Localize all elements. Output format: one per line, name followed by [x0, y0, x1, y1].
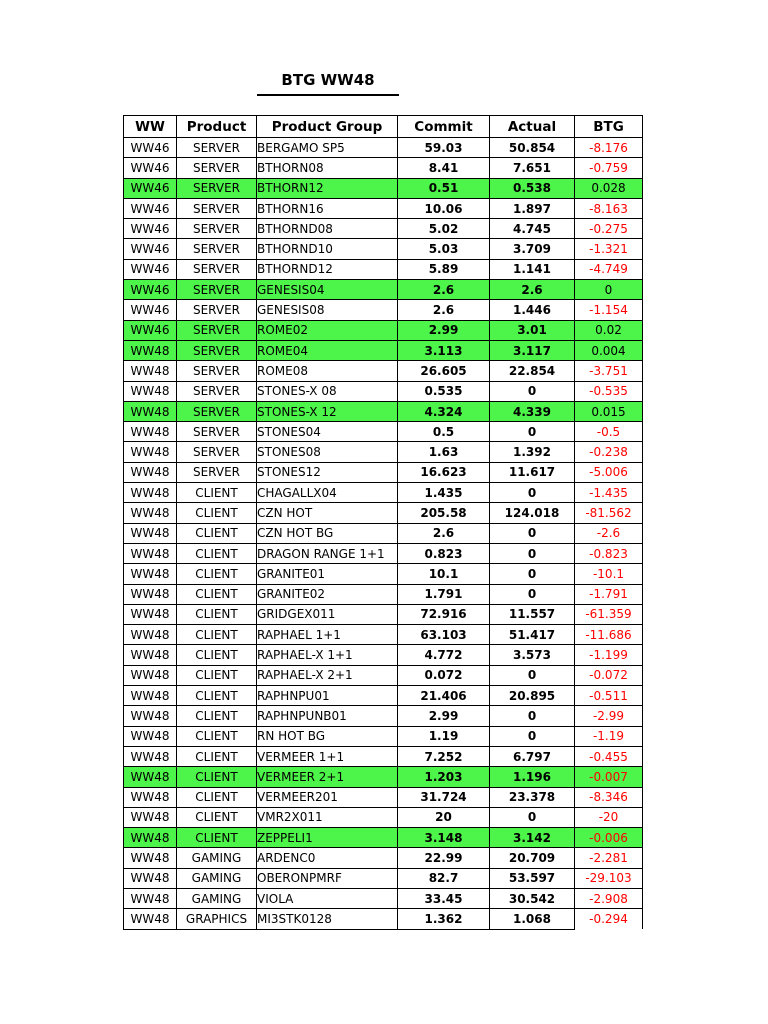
- cell-product-group: STONES-X 08: [257, 381, 398, 401]
- cell-product-group: VIOLA: [257, 888, 398, 908]
- cell-btg: -81.562: [575, 503, 643, 523]
- cell-ww: WW48: [124, 442, 177, 462]
- cell-product: CLIENT: [177, 787, 257, 807]
- cell-product: CLIENT: [177, 645, 257, 665]
- cell-btg: -2.99: [575, 706, 643, 726]
- cell-actual: 3.709: [490, 239, 575, 259]
- cell-commit: 5.03: [398, 239, 490, 259]
- cell-actual: 3.01: [490, 320, 575, 340]
- table-row: [124, 178, 643, 198]
- table-row: [124, 259, 643, 279]
- cell-btg: -5.006: [575, 462, 643, 482]
- cell-btg: -3.751: [575, 361, 643, 381]
- table-row: [124, 320, 643, 340]
- cell-product: CLIENT: [177, 665, 257, 685]
- cell-ww: WW48: [124, 401, 177, 421]
- cell-ww: WW48: [124, 503, 177, 523]
- cell-commit: 3.148: [398, 828, 490, 848]
- cell-product: CLIENT: [177, 767, 257, 787]
- cell-btg: -0.275: [575, 219, 643, 239]
- cell-ww: WW48: [124, 767, 177, 787]
- table-row: [124, 401, 643, 421]
- cell-ww: WW46: [124, 320, 177, 340]
- cell-product-group: BERGAMO SP5: [257, 138, 398, 158]
- cell-product: SERVER: [177, 178, 257, 198]
- cell-product-group: CZN HOT: [257, 503, 398, 523]
- cell-product-group: RAPHAEL-X 1+1: [257, 645, 398, 665]
- cell-actual: 0: [490, 726, 575, 746]
- cell-commit: 72.916: [398, 604, 490, 624]
- cell-product: SERVER: [177, 462, 257, 482]
- cell-product: SERVER: [177, 422, 257, 442]
- cell-ww: WW48: [124, 868, 177, 888]
- cell-product: SERVER: [177, 401, 257, 421]
- table-row: [124, 584, 643, 604]
- cell-product-group: DRAGON RANGE 1+1: [257, 543, 398, 563]
- cell-btg: -2.6: [575, 523, 643, 543]
- cell-commit: 21.406: [398, 686, 490, 706]
- cell-btg: -8.163: [575, 198, 643, 218]
- cell-ww: WW48: [124, 340, 177, 360]
- cell-btg: -29.103: [575, 868, 643, 888]
- cell-product-group: MI3STK0128: [257, 909, 398, 929]
- cell-ww: WW48: [124, 665, 177, 685]
- cell-commit: 2.99: [398, 320, 490, 340]
- cell-actual: 0: [490, 706, 575, 726]
- cell-ww: WW48: [124, 523, 177, 543]
- cell-product-group: BTHORND12: [257, 259, 398, 279]
- cell-product-group: RAPHNPU01: [257, 686, 398, 706]
- cell-commit: 0.535: [398, 381, 490, 401]
- cell-ww: WW48: [124, 422, 177, 442]
- cell-btg: 0.004: [575, 340, 643, 360]
- cell-product-group: ROME08: [257, 361, 398, 381]
- table-row: [124, 665, 643, 685]
- cell-commit: 0.072: [398, 665, 490, 685]
- table-row: [124, 787, 643, 807]
- cell-product: CLIENT: [177, 503, 257, 523]
- cell-actual: 0: [490, 422, 575, 442]
- cell-product: CLIENT: [177, 746, 257, 766]
- cell-actual: 51.417: [490, 625, 575, 645]
- table-row: [124, 909, 643, 929]
- cell-actual: 0: [490, 807, 575, 827]
- cell-actual: 1.196: [490, 767, 575, 787]
- cell-commit: 7.252: [398, 746, 490, 766]
- cell-product-group: GRANITE01: [257, 564, 398, 584]
- cell-product: CLIENT: [177, 523, 257, 543]
- cell-commit: 59.03: [398, 138, 490, 158]
- cell-ww: WW46: [124, 178, 177, 198]
- cell-product-group: ROME04: [257, 340, 398, 360]
- cell-product-group: RN HOT BG: [257, 726, 398, 746]
- cell-ww: WW48: [124, 706, 177, 726]
- table-row: [124, 543, 643, 563]
- cell-product-group: VERMEER201: [257, 787, 398, 807]
- cell-ww: WW46: [124, 280, 177, 300]
- cell-commit: 33.45: [398, 888, 490, 908]
- cell-ww: WW46: [124, 259, 177, 279]
- cell-actual: 1.446: [490, 300, 575, 320]
- cell-commit: 0.51: [398, 178, 490, 198]
- table-row: [124, 361, 643, 381]
- cell-btg: -8.176: [575, 138, 643, 158]
- cell-product-group: ROME02: [257, 320, 398, 340]
- table-row: [124, 645, 643, 665]
- cell-ww: WW48: [124, 361, 177, 381]
- table-row: [124, 746, 643, 766]
- cell-actual: 3.117: [490, 340, 575, 360]
- cell-btg: 0.015: [575, 401, 643, 421]
- cell-ww: WW46: [124, 158, 177, 178]
- cell-commit: 4.772: [398, 645, 490, 665]
- cell-ww: WW46: [124, 239, 177, 259]
- cell-actual: 11.617: [490, 462, 575, 482]
- cell-btg: 0.028: [575, 178, 643, 198]
- btg-table: [123, 115, 643, 930]
- cell-commit: 0.5: [398, 422, 490, 442]
- cell-product: CLIENT: [177, 584, 257, 604]
- cell-product: GAMING: [177, 888, 257, 908]
- cell-product-group: STONES-X 12: [257, 401, 398, 421]
- cell-product: SERVER: [177, 219, 257, 239]
- cell-ww: WW48: [124, 604, 177, 624]
- table-row: [124, 604, 643, 624]
- table-row: [124, 198, 643, 218]
- cell-commit: 1.63: [398, 442, 490, 462]
- cell-product: CLIENT: [177, 483, 257, 503]
- table-row: [124, 767, 643, 787]
- cell-commit: 10.06: [398, 198, 490, 218]
- cell-product-group: CZN HOT BG: [257, 523, 398, 543]
- header-product-group: Product Group: [257, 116, 398, 138]
- cell-commit: 31.724: [398, 787, 490, 807]
- cell-ww: WW48: [124, 746, 177, 766]
- cell-commit: 2.99: [398, 706, 490, 726]
- cell-ww: WW48: [124, 807, 177, 827]
- cell-btg: -1.19: [575, 726, 643, 746]
- cell-product: SERVER: [177, 361, 257, 381]
- table-row: [124, 239, 643, 259]
- cell-commit: 4.324: [398, 401, 490, 421]
- cell-btg: 0.02: [575, 320, 643, 340]
- table-row: [124, 807, 643, 827]
- cell-product-group: VMR2X011: [257, 807, 398, 827]
- cell-ww: WW48: [124, 848, 177, 868]
- table-row: [124, 564, 643, 584]
- cell-btg: -2.908: [575, 888, 643, 908]
- cell-actual: 20.895: [490, 686, 575, 706]
- table-row: [124, 523, 643, 543]
- cell-product-group: CHAGALLX04: [257, 483, 398, 503]
- cell-product: CLIENT: [177, 604, 257, 624]
- cell-commit: 20: [398, 807, 490, 827]
- cell-ww: WW48: [124, 909, 177, 929]
- table-row: [124, 706, 643, 726]
- cell-actual: 0: [490, 665, 575, 685]
- report-title: BTG WW48: [257, 71, 399, 96]
- cell-btg: -2.281: [575, 848, 643, 868]
- cell-commit: 5.89: [398, 259, 490, 279]
- cell-btg: -4.749: [575, 259, 643, 279]
- cell-ww: WW48: [124, 584, 177, 604]
- table-row: [124, 848, 643, 868]
- cell-commit: 1.19: [398, 726, 490, 746]
- cell-commit: 82.7: [398, 868, 490, 888]
- cell-product-group: GENESIS08: [257, 300, 398, 320]
- cell-btg: 0: [575, 280, 643, 300]
- table-row: [124, 340, 643, 360]
- cell-btg: -0.511: [575, 686, 643, 706]
- cell-product: SERVER: [177, 259, 257, 279]
- cell-actual: 22.854: [490, 361, 575, 381]
- cell-product-group: ZEPPELI1: [257, 828, 398, 848]
- cell-ww: WW46: [124, 219, 177, 239]
- cell-actual: 7.651: [490, 158, 575, 178]
- cell-product-group: VERMEER 1+1: [257, 746, 398, 766]
- cell-btg: -1.435: [575, 483, 643, 503]
- cell-commit: 26.605: [398, 361, 490, 381]
- cell-product-group: BTHORND08: [257, 219, 398, 239]
- cell-commit: 0.823: [398, 543, 490, 563]
- cell-ww: WW48: [124, 483, 177, 503]
- cell-commit: 22.99: [398, 848, 490, 868]
- cell-actual: 1.068: [490, 909, 575, 929]
- table-row: [124, 868, 643, 888]
- cell-btg: -1.199: [575, 645, 643, 665]
- cell-ww: WW48: [124, 828, 177, 848]
- cell-actual: 1.141: [490, 259, 575, 279]
- cell-product-group: GRIDGEX011: [257, 604, 398, 624]
- cell-actual: 53.597: [490, 868, 575, 888]
- cell-actual: 0: [490, 543, 575, 563]
- cell-commit: 3.113: [398, 340, 490, 360]
- table-row: [124, 219, 643, 239]
- cell-btg: -0.5: [575, 422, 643, 442]
- cell-actual: 0: [490, 381, 575, 401]
- cell-ww: WW48: [124, 381, 177, 401]
- cell-commit: 1.791: [398, 584, 490, 604]
- table-row: [124, 422, 643, 442]
- header-btg: BTG: [575, 116, 643, 138]
- cell-btg: -1.791: [575, 584, 643, 604]
- cell-btg: -0.823: [575, 543, 643, 563]
- cell-ww: WW48: [124, 564, 177, 584]
- cell-btg: -0.294: [575, 909, 643, 929]
- header-commit: Commit: [398, 116, 490, 138]
- cell-product: SERVER: [177, 198, 257, 218]
- cell-product: GAMING: [177, 848, 257, 868]
- cell-product: CLIENT: [177, 625, 257, 645]
- cell-btg: -0.238: [575, 442, 643, 462]
- cell-actual: 3.142: [490, 828, 575, 848]
- cell-product-group: ARDENC0: [257, 848, 398, 868]
- cell-product-group: BTHORN12: [257, 178, 398, 198]
- table-row: [124, 503, 643, 523]
- cell-product-group: VERMEER 2+1: [257, 767, 398, 787]
- cell-btg: -20: [575, 807, 643, 827]
- cell-product: SERVER: [177, 239, 257, 259]
- cell-commit: 1.435: [398, 483, 490, 503]
- cell-product-group: STONES08: [257, 442, 398, 462]
- cell-product: SERVER: [177, 320, 257, 340]
- cell-product: CLIENT: [177, 564, 257, 584]
- cell-commit: 1.203: [398, 767, 490, 787]
- cell-actual: 0: [490, 584, 575, 604]
- cell-actual: 0: [490, 523, 575, 543]
- cell-product-group: OBERONPMRF: [257, 868, 398, 888]
- cell-actual: 1.392: [490, 442, 575, 462]
- cell-btg: -61.359: [575, 604, 643, 624]
- cell-product-group: STONES12: [257, 462, 398, 482]
- cell-actual: 20.709: [490, 848, 575, 868]
- cell-ww: WW48: [124, 686, 177, 706]
- cell-btg: -11.686: [575, 625, 643, 645]
- table-row: [124, 280, 643, 300]
- cell-product-group: BTHORND10: [257, 239, 398, 259]
- cell-btg: -1.154: [575, 300, 643, 320]
- cell-product: CLIENT: [177, 543, 257, 563]
- cell-commit: 5.02: [398, 219, 490, 239]
- cell-ww: WW48: [124, 543, 177, 563]
- cell-ww: WW48: [124, 462, 177, 482]
- cell-ww: WW46: [124, 198, 177, 218]
- cell-product: GAMING: [177, 868, 257, 888]
- cell-commit: 63.103: [398, 625, 490, 645]
- cell-product: SERVER: [177, 340, 257, 360]
- cell-product-group: RAPHAEL-X 2+1: [257, 665, 398, 685]
- cell-btg: -0.535: [575, 381, 643, 401]
- cell-actual: 2.6: [490, 280, 575, 300]
- cell-btg: -0.072: [575, 665, 643, 685]
- table-row: [124, 381, 643, 401]
- cell-product-group: RAPHNPUNB01: [257, 706, 398, 726]
- cell-product-group: RAPHAEL 1+1: [257, 625, 398, 645]
- cell-commit: 2.6: [398, 280, 490, 300]
- cell-btg: -1.321: [575, 239, 643, 259]
- cell-btg: -0.006: [575, 828, 643, 848]
- table-row: [124, 158, 643, 178]
- cell-actual: 23.378: [490, 787, 575, 807]
- table-row: [124, 442, 643, 462]
- cell-commit: 16.623: [398, 462, 490, 482]
- header-row: [124, 116, 643, 138]
- cell-product: CLIENT: [177, 828, 257, 848]
- cell-ww: WW48: [124, 625, 177, 645]
- cell-commit: 10.1: [398, 564, 490, 584]
- cell-actual: 4.745: [490, 219, 575, 239]
- cell-commit: 2.6: [398, 300, 490, 320]
- cell-product: GRAPHICS: [177, 909, 257, 929]
- cell-actual: 124.018: [490, 503, 575, 523]
- table-row: [124, 138, 643, 158]
- cell-btg: -0.455: [575, 746, 643, 766]
- cell-commit: 205.58: [398, 503, 490, 523]
- cell-btg: -0.759: [575, 158, 643, 178]
- cell-product: SERVER: [177, 138, 257, 158]
- table-row: [124, 462, 643, 482]
- cell-actual: 11.557: [490, 604, 575, 624]
- cell-btg: -10.1: [575, 564, 643, 584]
- cell-actual: 0.538: [490, 178, 575, 198]
- cell-ww: WW48: [124, 726, 177, 746]
- cell-product: CLIENT: [177, 686, 257, 706]
- cell-product-group: BTHORN16: [257, 198, 398, 218]
- cell-actual: 0: [490, 483, 575, 503]
- cell-product: SERVER: [177, 381, 257, 401]
- cell-actual: 30.542: [490, 888, 575, 908]
- table-row: [124, 686, 643, 706]
- cell-ww: WW48: [124, 645, 177, 665]
- cell-product-group: BTHORN08: [257, 158, 398, 178]
- table-row: [124, 625, 643, 645]
- cell-product-group: GRANITE02: [257, 584, 398, 604]
- cell-actual: 0: [490, 564, 575, 584]
- cell-product: CLIENT: [177, 807, 257, 827]
- cell-product: SERVER: [177, 158, 257, 178]
- cell-ww: WW46: [124, 138, 177, 158]
- cell-actual: 1.897: [490, 198, 575, 218]
- table-row: [124, 828, 643, 848]
- table-row: [124, 300, 643, 320]
- cell-actual: 3.573: [490, 645, 575, 665]
- table-row: [124, 726, 643, 746]
- cell-ww: WW48: [124, 888, 177, 908]
- cell-product: CLIENT: [177, 726, 257, 746]
- cell-ww: WW46: [124, 300, 177, 320]
- cell-commit: 1.362: [398, 909, 490, 929]
- header-actual: Actual: [490, 116, 575, 138]
- cell-actual: 6.797: [490, 746, 575, 766]
- cell-ww: WW48: [124, 787, 177, 807]
- cell-product-group: STONES04: [257, 422, 398, 442]
- cell-actual: 50.854: [490, 138, 575, 158]
- cell-actual: 4.339: [490, 401, 575, 421]
- cell-product: SERVER: [177, 442, 257, 462]
- cell-commit: 8.41: [398, 158, 490, 178]
- header-ww: WW: [124, 116, 177, 138]
- cell-commit: 2.6: [398, 523, 490, 543]
- cell-btg: -8.346: [575, 787, 643, 807]
- header-product: Product: [177, 116, 257, 138]
- cell-product: CLIENT: [177, 706, 257, 726]
- cell-product-group: GENESIS04: [257, 280, 398, 300]
- cell-product: SERVER: [177, 300, 257, 320]
- table-row: [124, 483, 643, 503]
- cell-product: SERVER: [177, 280, 257, 300]
- table-body: [124, 138, 643, 930]
- table-row: [124, 888, 643, 908]
- cell-btg: -0.007: [575, 767, 643, 787]
